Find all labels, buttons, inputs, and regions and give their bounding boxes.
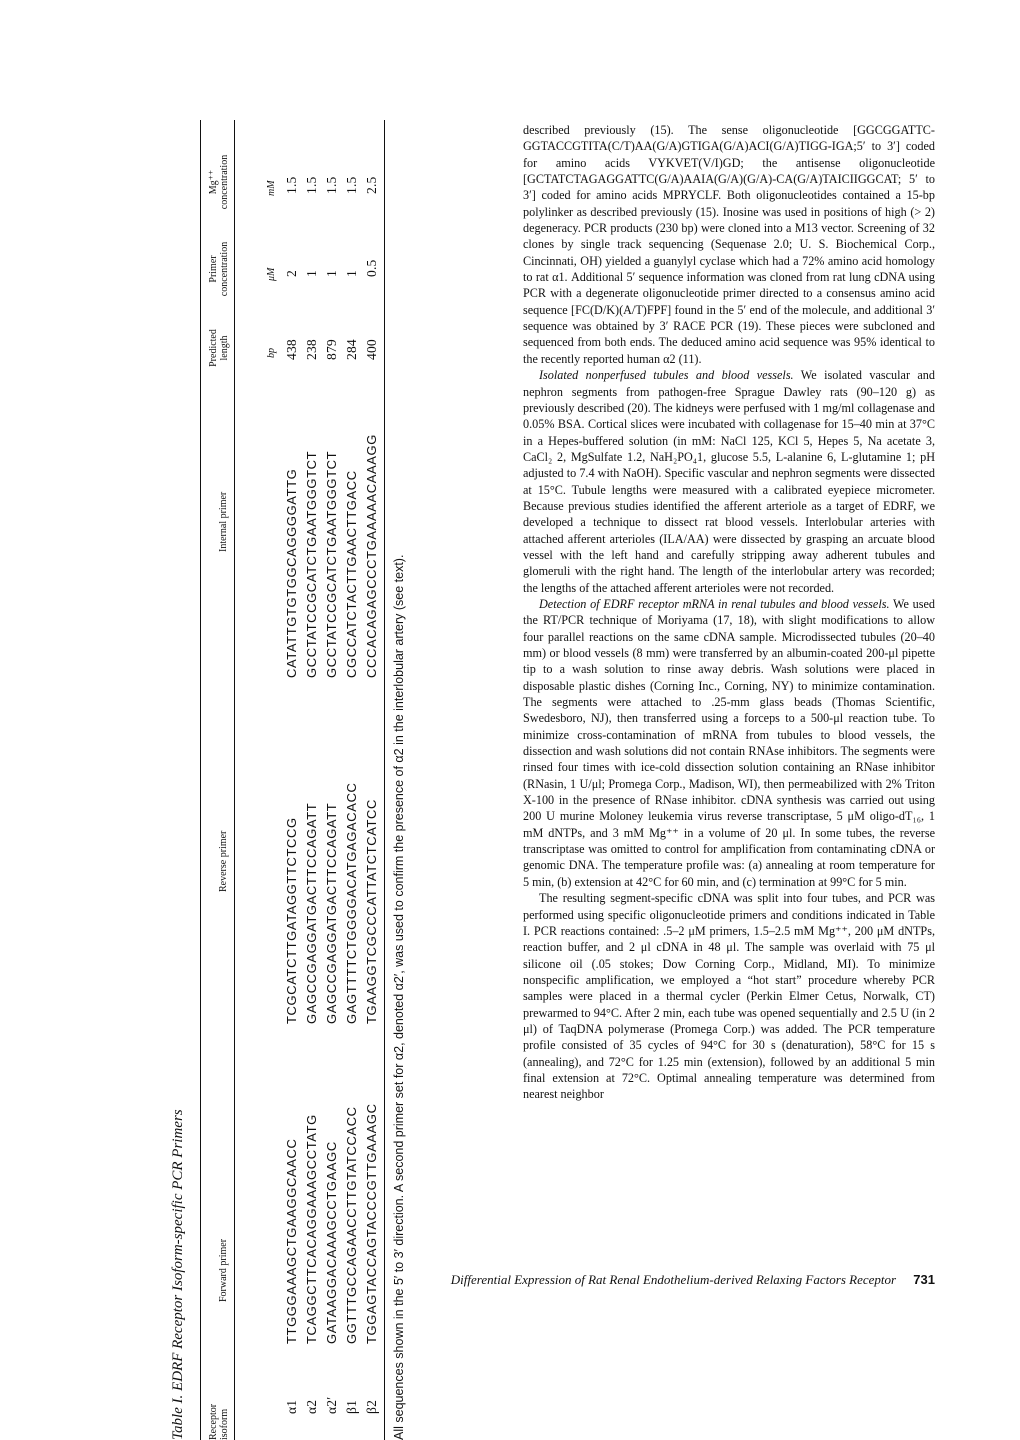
running-title: Differential Expression of Rat Renal Endothelium-derived Relaxing Factors Receptor — [450, 1272, 897, 1287]
paragraph-isolated-tubules — [523, 367, 935, 596]
table-header-rule — [234, 120, 235, 1440]
header-forward-primer: Forward primer — [218, 1238, 229, 1302]
row-b1-primer: 1 — [344, 270, 359, 277]
unit-mg: mM — [266, 180, 277, 196]
subhead-isolated-tubules: Isolated nonperfused tubules and blood vessels. — [539, 368, 794, 383]
row-a2-primer: 1 — [304, 270, 319, 277]
row-b2-isoform: β2 — [364, 1399, 379, 1414]
paragraph-isolated-tubules-text: We isolated vascular and nephron segments from pathogen-free Sprague Dawley rats (90–120 g) as previously described (20). The kidneys were perfused with 1 mg/ml collagenase and 0.05% BSA. Cortical slices were incubated with collagenase for 15–40 min at 37°C in a Hepes-buffered solution (in mM: NaCl 125, KCl 5, Hepes 5, Na acetate 3, CaCl₂ 2, MgSulfate 1.2, NaH₂PO₄1, glucose 5.5, L-alanine 6, L-glutamine 1; pH adjusted to 7.4 with NaOH). Specific vascular and nephron segments were dissected at 15°C. Tubule lengths were measured with a calibrated eyepiece micrometer. Because previous studies identified the afferent arteriole as a target of EDRF, we developed a technique to dissect rat blood vessels. Interlobular arteries with attached afferent arterioles (ILA/AA) were dissected by grasping an arcuate blood vessel with the left hand and carefully stripping away adherent tubules and glomeruli with the right hand. The length of the interlobular artery was recorded; the lengths of the attached afferent arterioles were not recorded. — [523, 368, 935, 595]
table-footnote: All sequences shown in the 5′ to 3′ direction. A second primer set for α2, denoted α2′, was used to confirm the presence of α2 in the interlobular artery (see text). — [392, 554, 406, 1440]
row-a2prime-length: 879 — [324, 339, 339, 360]
table-top-rule — [200, 120, 201, 1440]
header-primer-line2: concentration — [219, 241, 230, 297]
row-b1-reverse: GAGTTTTCTGGGGACATGAGACACC — [344, 782, 359, 1024]
unit-primer: μM — [266, 267, 277, 281]
unit-length: bp — [266, 348, 277, 358]
row-a2-length: 238 — [304, 339, 319, 360]
paragraph-pcr: The resulting segment-specific cDNA was split into four tubes, and PCR was performed using specific oligonucleotide primers and conditions indicated in Table I. PCR reactions contained: .5–2 μM primers, 1.5–2.5 mM Mg⁺⁺, 200 μM dNTPs, reaction buffer, and 2 μl cDNA in 48 μl. The sample was overlaid with 75 μl silicone oil (.05 stokes; Dow Corning Corp., Midland, MI). To minimize nonspecific amplification, we employed a “hot start” procedure whereby PCR samples were placed in a thermal cycler (Perkin Elmer Cetus, Norwalk, CT) prewarmed to 94°C. After 2 min, each tube was opened sequentially and 2.5 U (in 2 μl) of TaqDNA polymerase (Promega Corp.) was added. The PCR temperature profile consisted of 35 cycles of 94°C for 30 s (denaturation), 58°C for 15 s (annealing), and 72°C for 1.25 min (extension), followed by an additional 5 min final extension at 72°C. Optimal annealing temperature was determined from nearest neighbor — [523, 891, 935, 1102]
body-text-column — [523, 122, 935, 1103]
row-a2-mg: 1.5 — [304, 176, 319, 194]
subhead-detection: Detection of EDRF receptor mRNA in renal tubules and blood vessels. — [539, 596, 890, 611]
row-a2prime-isoform: α2′ — [324, 1396, 339, 1414]
header-receptor-line2: isoform — [219, 1408, 230, 1440]
row-a1-mg: 1.5 — [284, 176, 299, 194]
row-a2prime-primer: 1 — [324, 270, 339, 277]
row-a2prime-forward: GATAAGGACAAAGCCTGAAGC — [324, 1141, 339, 1344]
row-b2-internal: CCCACAGAGCCCTGAAAAACAAAGG — [364, 434, 379, 678]
row-a2prime-reverse: GAGCCGAGGATGACTTCCAGATT — [324, 802, 339, 1024]
row-b1-forward: GGTTTGCCAGAACCTTGTATCCACC — [344, 1106, 359, 1344]
row-a1-isoform: α1 — [284, 1399, 299, 1414]
header-primer-concentration — [208, 233, 230, 305]
row-b2-length: 400 — [364, 339, 379, 360]
row-a1-length: 438 — [284, 339, 299, 360]
row-b2-primer: 0.5 — [364, 259, 379, 277]
header-mg-line2: concentration — [219, 154, 230, 210]
header-internal-primer: Internal primer — [218, 491, 229, 552]
table-1 — [170, 120, 410, 1440]
row-b1-internal: CGCCATCTACTTGAACTTGACC — [344, 470, 359, 678]
row-a1-forward: TTGGGAAAGCTGAAGGCAACC — [284, 1138, 299, 1344]
row-b1-isoform: β1 — [344, 1399, 359, 1414]
header-reverse-primer: Reverse primer — [218, 830, 229, 892]
paragraph-detection — [523, 596, 935, 890]
header-predicted-length — [208, 320, 230, 376]
row-b2-mg: 2.5 — [364, 176, 379, 194]
header-primer-line1: Primer — [208, 255, 219, 283]
row-a1-internal: CATATTGTGTGGCAGGGGATTG — [284, 468, 299, 678]
header-length-line2: length — [219, 335, 230, 361]
row-a2prime-mg: 1.5 — [324, 176, 339, 194]
row-a2-reverse: GAGCCGAGGATGACTTCCAGATT — [304, 802, 319, 1024]
paragraph-cloning: described previously (15). The sense oligonucleotide [GGCGGATTC-GGTACCGTITA(C/T)AA(G/A)GTIGA(G/A)ACI(G/A)TIGG-IGA;5′ to 3′] coded for amino acids VYKVET(V/I)GD; the antisense oligonucleotide [GCTATCTAGAGGATTC(G/A)AAIA(G/A)(G/A)-CA(G/A)TAICIIGGCAT; 5′ to 3′] coded for amino acids MPRYCLF. Both oligonucleotides contained a 15-bp polylinker as described previously (15). Inosine was used in positions of high (> 2) degeneracy. PCR products (230 bp) were cloned into a M13 vector. Screening of 32 clones by single track sequencing (Sequenase 2.0; U. S. Biochemical Corp., Cincinnati, OH) yielded a guanylyl cyclase which had a 72% amino acid homology to rat α1. Additional 5′ sequence information was cloned from rat lung cDNA using PCR with a degenerate oligonucleotide primer directed to a consensus amino acid sequence [FC(D/K)(A/T)FPF] found in the 5′ end of the molecule, and additional 3′ sequence was obtained by 3′ RACE PCR (19). These pieces were subcloned and sequenced from both ends. The deduced amino acid sequence was 95% identical to the recently reported human α2 (11). — [523, 123, 935, 366]
row-a2-forward: TCAGGCTTCACAGGAAAGCCTATG — [304, 1114, 319, 1344]
header-length-line1: Predicted — [208, 329, 219, 367]
header-receptor-isoform — [208, 1404, 230, 1440]
row-b1-mg: 1.5 — [344, 176, 359, 194]
row-b2-reverse: TGAAGGTCGCCCATTATCTCATCC — [364, 798, 379, 1024]
page-number: 731 — [913, 1272, 935, 1287]
page-footer — [0, 1272, 935, 1288]
row-a2prime-internal: GCCTATCCGCATCTGAATGGGTCT — [324, 450, 339, 678]
row-a1-primer: 2 — [284, 270, 299, 277]
row-a1-reverse: TCGCATCTTGATAGGTTCTCCG — [284, 817, 299, 1024]
row-a2-isoform: α2 — [304, 1399, 319, 1414]
row-a2-internal: GCCTATCCGCATCTGAATGGGTCT — [304, 450, 319, 678]
table-title: Table I. EDRF Receptor Isoform-specific PCR Primers — [170, 1109, 186, 1440]
row-b2-forward: TGGAGTACCAGTACCCGTTGAAAGC — [364, 1103, 379, 1344]
header-mg-line1: Mg⁺⁺ — [208, 169, 219, 195]
paragraph-detection-text: We used the RT/PCR technique of Moriyama (17, 18), with slight modifications to allow four parallel reactions on the same cDNA sample. Microdissected tubules (20–40 mm) or blood vessels (8 mm) were transferred by an albumin-coated 200-μl pipette tip to a wash solution to rinse away debris. Wash solutions were placed in disposable plastic dishes (Corning Inc., Corning, NY) to minimize contamination. The segments were attached to .25-mm glass beads (Thomas Scientific, Swedesboro, NJ), then transferred using a forceps to a 500-μl reaction tube. To minimize cross-contamination of mRNA from tubules to blood vessels, the dissection and wash solutions did not contain RNAse inhibitors. The segments were rinsed four times with ice-cold dissection solution containing an RNase inhibitor (RNasin, 1 U/μl; Promega Corp., Madison, WI), then permeabilized with 2% Triton X-100 in the presence of RNase inhibitor. cDNA synthesis was carried out using 200 U murine Moloney leukemia virus reverse transcriptase, 5 μM oligo-dT₁₆, 1 mM dNTPs, and 3 mM Mg⁺⁺ in a volume of 20 μl. In some tubes, the reverse transcriptase was omitted to control for amplification from contaminating cDNA or genomic DNA. The temperature profile was: (a) annealing at room temperature for 5 min, (b) extension at 42°C for 60 min, and (c) termination at 99°C for 5 min. — [523, 596, 935, 889]
header-mg-concentration — [208, 142, 230, 222]
table-bottom-rule — [384, 120, 385, 1440]
row-b1-length: 284 — [344, 339, 359, 360]
header-receptor-line1: Receptor — [208, 1403, 219, 1440]
